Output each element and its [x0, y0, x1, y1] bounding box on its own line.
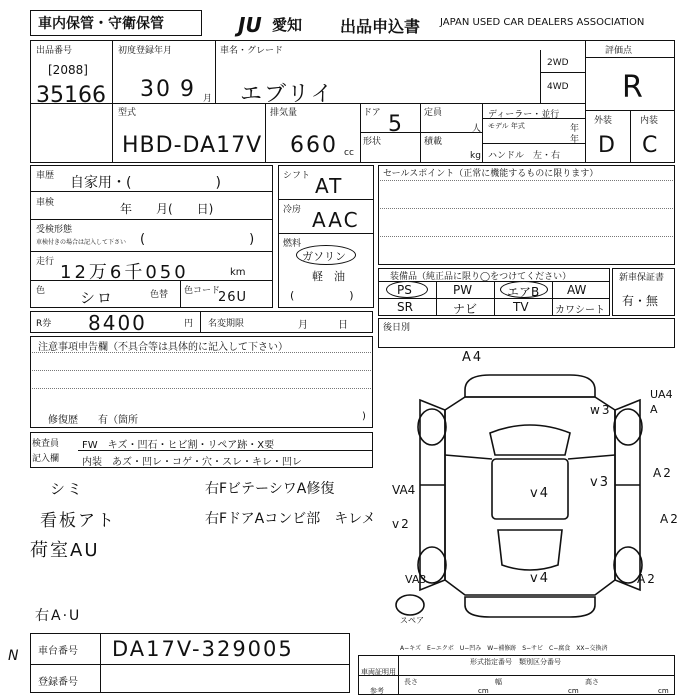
length-label: 長さ	[404, 678, 418, 686]
warranty-opts: 有・無	[622, 294, 659, 308]
sales-point-label: セールスポイント（正常に機能するものに限ります）	[383, 169, 599, 179]
model-code: HBD-DA17V	[122, 133, 263, 158]
notes-label: 注意事項申告欄（不具合等は具体的に記入して下さい）	[38, 342, 288, 353]
eq-pw: PW	[453, 283, 473, 297]
chassis-label: 車台番号	[38, 646, 78, 657]
mark-v4-rear: v4	[530, 571, 550, 586]
mark-a2-right2: A2	[660, 512, 680, 526]
kg-unit: kg	[470, 151, 481, 161]
mark-v2-left: v2	[392, 517, 411, 531]
eq-ps: PS	[397, 283, 412, 297]
r-ticket-label: R券	[36, 319, 52, 329]
note-line-6: 右A·U	[35, 608, 82, 624]
eq-aw: AW	[567, 283, 587, 297]
shape-designation: 形式指定番号 類別区分番号	[470, 658, 561, 666]
receipt-paren: ( )	[140, 232, 255, 247]
repair-label: 修復歴 有（箇所	[48, 415, 138, 426]
mark-v3: v3	[590, 475, 610, 490]
note-line-5: 右FドアAコンビ部 キレメ	[205, 511, 376, 527]
vehicle-cert: 車両証明用	[361, 668, 396, 676]
displacement-label: 排気量	[270, 108, 298, 118]
doors-label: ドア	[363, 108, 381, 118]
mark-a2-right: A2	[653, 466, 673, 480]
eq-sr: SR	[397, 300, 413, 314]
drive-4wd: 4WD	[547, 82, 569, 92]
lot-prefix: [2088]	[48, 63, 88, 77]
mark-va4-left: VA4	[392, 483, 416, 497]
post-attach-box	[378, 318, 675, 348]
name-change-label: 名変期限	[208, 319, 245, 329]
model-year-label: モデル 年式	[488, 122, 525, 130]
color-value: シロ	[80, 289, 115, 307]
mileage-value: 12万6千050	[60, 262, 189, 283]
margin-mark: N	[8, 648, 21, 664]
cm-3: cm	[658, 687, 669, 695]
eq-navi: ナビ	[453, 302, 478, 316]
yen-unit: 円	[184, 319, 194, 329]
lot-number: 35166	[36, 83, 106, 108]
exterior-grade: D	[598, 133, 617, 158]
month-unit: 月	[203, 94, 213, 104]
displacement-value: 660	[290, 133, 338, 158]
person-unit: 人	[472, 124, 482, 134]
interior-label: 内装	[640, 116, 659, 126]
fuel-gasoline: ガソリン	[302, 250, 346, 263]
mark-a-right: A	[650, 403, 660, 416]
cm-2: cm	[568, 687, 579, 695]
repair-close: )	[362, 411, 366, 422]
history-label: 車歴	[36, 171, 55, 181]
shift-value: AT	[315, 174, 344, 198]
org-name: 愛知	[272, 16, 303, 34]
dealer-label: ディーラー・並行	[488, 110, 560, 120]
reg-month: 9	[180, 77, 196, 102]
color-change-label: 色替	[150, 290, 169, 300]
form-title: 出品申込書	[340, 17, 421, 36]
note-line-2: 看板アト	[40, 511, 116, 531]
ref-label: 参考	[370, 687, 384, 695]
warranty-label: 新車保証書	[619, 273, 665, 283]
record-label: 記入欄	[32, 454, 60, 464]
name-change-date: 月 日	[298, 320, 348, 331]
load-label: 積載	[424, 137, 443, 147]
aircon-label: 冷房	[283, 205, 302, 215]
mark-v4-center: v4	[530, 486, 550, 501]
reg-label: 登録番号	[38, 677, 78, 688]
color-code-value: 26U	[218, 290, 248, 305]
mileage-unit: km	[230, 267, 246, 278]
shift-label: シフト	[283, 171, 311, 181]
post-attach-label: 後日別	[383, 323, 411, 333]
storage-label: 車内保管・守衛保管	[38, 16, 164, 32]
handle-label: ハンドル 左・右	[488, 151, 561, 161]
r-ticket-value: 8400	[88, 311, 147, 335]
fuel-paren: ( )	[290, 289, 354, 302]
aircon-value: AAC	[312, 208, 360, 232]
eq-aircon: エアB	[507, 285, 540, 299]
receipt-label: 受検形態	[36, 225, 73, 235]
mark-w3: w3	[590, 403, 612, 417]
inspection-date: 年 月( 日)	[120, 202, 214, 216]
chassis-number: DA17V-329005	[112, 637, 294, 661]
fw-row: FW キズ・凹石・ヒビ割・リペア跡・X要	[82, 440, 275, 451]
ju-logo: JU	[238, 13, 262, 37]
inspector-label: 検査員	[32, 439, 60, 449]
mark-ua4: UA4	[650, 388, 673, 401]
association-name: JAPAN USED CAR DEALERS ASSOCIATION	[440, 17, 645, 28]
color-code-label: 色コード	[184, 286, 221, 296]
year-unit-1: 年	[570, 124, 580, 134]
interior-grade: C	[642, 133, 660, 158]
eq-leather: カワシート	[555, 305, 605, 316]
drive-2wd: 2WD	[547, 58, 569, 68]
shape-label: 形状	[363, 137, 382, 147]
cc-unit: cc	[344, 148, 354, 158]
fuel-light: 軽 油	[312, 270, 345, 283]
damage-legend: A−キズ E−エクボ U−凹み W−補修跡 S−サビ C−腐食 XX−交換済	[400, 645, 608, 652]
cm-1: cm	[478, 687, 489, 695]
score-label: 評価点	[605, 46, 633, 56]
mark-a4-top: A4	[462, 350, 484, 365]
reg-year: 30	[140, 77, 172, 102]
car-name-value: エブリイ	[240, 82, 335, 107]
color-label: 色	[36, 286, 46, 296]
score-value: R	[622, 70, 645, 105]
mileage-label: 走行	[36, 257, 55, 267]
history-value: 自家用・( )	[70, 175, 221, 191]
year-unit-2: 年	[570, 135, 580, 145]
spare-label: スペア	[400, 616, 424, 625]
note-line-1: シミ	[50, 480, 85, 498]
equipment-label: 装備品（純正品に限り◯をつけてください）	[390, 272, 572, 282]
height-label: 高さ	[585, 678, 599, 686]
first-reg-label: 初度登録年月	[118, 46, 173, 56]
receipt-note: 車検付きの場合は記入して下さい	[36, 239, 127, 246]
interior-row: 内装 あズ・凹レ・コゲ・穴・スレ・キレ・凹レ	[82, 457, 302, 468]
doors-value: 5	[388, 112, 404, 137]
width-label: 幅	[495, 678, 502, 686]
note-line-4: 右FビテーシワA修復	[205, 481, 335, 497]
exterior-label: 外装	[594, 116, 613, 126]
lot-no-label: 出品番号	[36, 46, 73, 56]
mark-a2-rear: A2	[637, 572, 657, 586]
model-label: 型式	[118, 108, 137, 118]
inspection-label: 車検	[36, 198, 55, 208]
fuel-label: 燃料	[283, 239, 302, 249]
mark-va3: VA3	[405, 573, 427, 586]
note-line-3: 荷室AU	[30, 540, 100, 561]
capacity-label: 定員	[424, 108, 443, 118]
eq-tv: TV	[513, 300, 529, 314]
car-name-label: 車名・グレード	[220, 46, 284, 56]
